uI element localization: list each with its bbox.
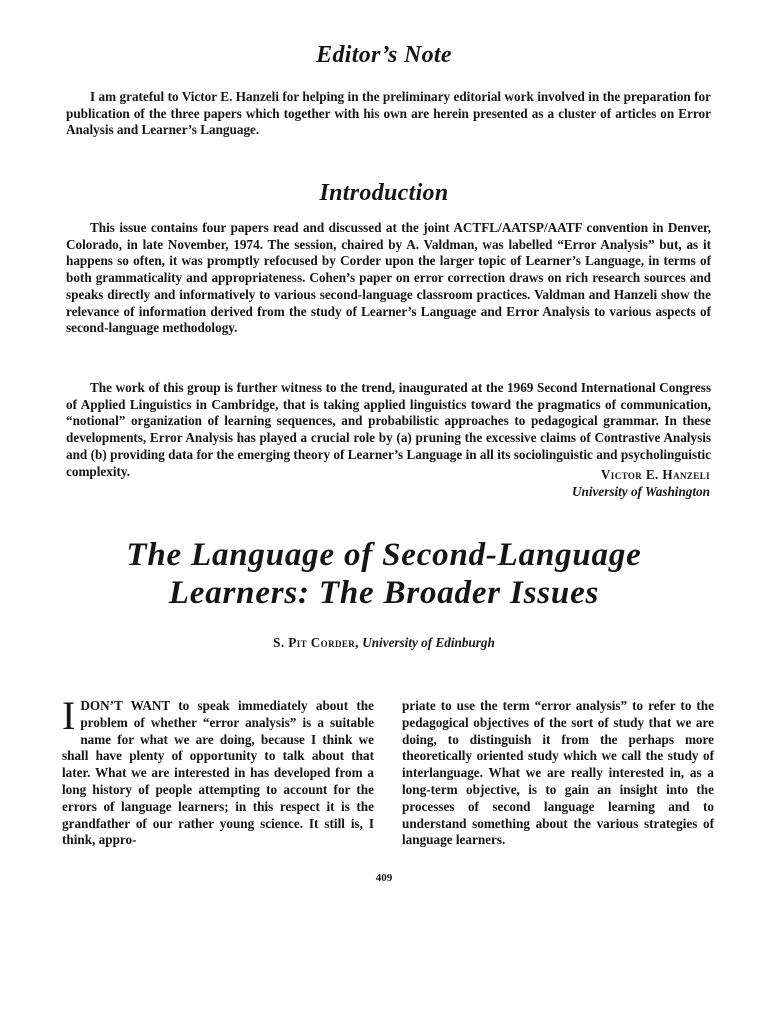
article-title-line-1: The Language of Second-Language — [126, 537, 642, 573]
article-author: S. Pit Corder, — [273, 635, 359, 650]
editors-note-body: I am grateful to Victor E. Hanzeli for helping in the preliminary editorial work involved in the preparation for publication of the three papers which together with his own are herein presented as a cluster of articles on Error Analysis and Learner’s Language. — [66, 89, 711, 138]
signature-name: Victor E. Hanzeli — [600, 467, 710, 482]
body-column-left — [62, 693, 374, 849]
introduction-title: Introduction — [319, 180, 449, 206]
article-affiliation: University of Edinburgh — [362, 635, 495, 650]
introduction-paragraph-1: This issue contains four papers read and discussed at the joint ACTFL/AATSP/AATF convention in Denver, Colorado, in late November, 1974. The session, chaired by A. Valdman, was labelled “Error Analysis” but, as it happens so often, it was promptly refocused by Corder upon the larger topic of Learner’s Language, in terms of both grammaticality and appropriateness. Cohen’s paper on error correction draws on rich research sources and speaks directly and informatively to various second-language classroom practices. Valdman and Hanzeli show the relevance of information derived from the study of Learner’s Language and Error Analysis to various aspects of second-language methodology. — [66, 220, 711, 336]
body-column-right: priate to use the term “error analysis” to refer to the pedagogical objectives of the sort of study that we are doing, to distinguish it from the perhaps more theoretically oriented study which we call the study of interlanguage. What we are really interested in, as a long-term objective, is to gain an insight into the processes of second language learning and to understand something about the various strategies of language learners. — [402, 698, 714, 848]
introduction-paragraph-2: The work of this group is further witness to the trend, inaugurated at the 1969 Second International Congress of Applied Linguistics in Cambridge, that is taking applied linguistics toward the pragmatics of communication, “notional” organization of learning sequences, and probabilistic approaches to pedagogical grammar. In these developments, Error Analysis has played a crucial role by (a) pruning the excessive claims of Contrastive Analysis and (b) providing data for the emerging theory of Learner’s Language in all its sociolinguistic and psycholinguistic complexity. — [66, 380, 711, 479]
page-number: 409 — [375, 872, 393, 884]
column-left-text: DON’T WANT to speak immediately about the problem of whether “error analysis” is a suitable name for what we are doing, because I think we shall have plenty of opportunity to talk about that later. What we are interested in has developed from a long history of people attempting to account for the errors of language learners; in this respect it is the grandfather of our rather young science. It still is, I think, appro- — [62, 698, 374, 848]
signature-affiliation: University of Washington — [571, 484, 710, 499]
drop-cap: I — [62, 693, 76, 738]
editors-note-title: Editor’s Note — [316, 42, 452, 68]
article-title-line-2: Learners: The Broader Issues — [168, 575, 600, 611]
byline — [0, 635, 768, 651]
